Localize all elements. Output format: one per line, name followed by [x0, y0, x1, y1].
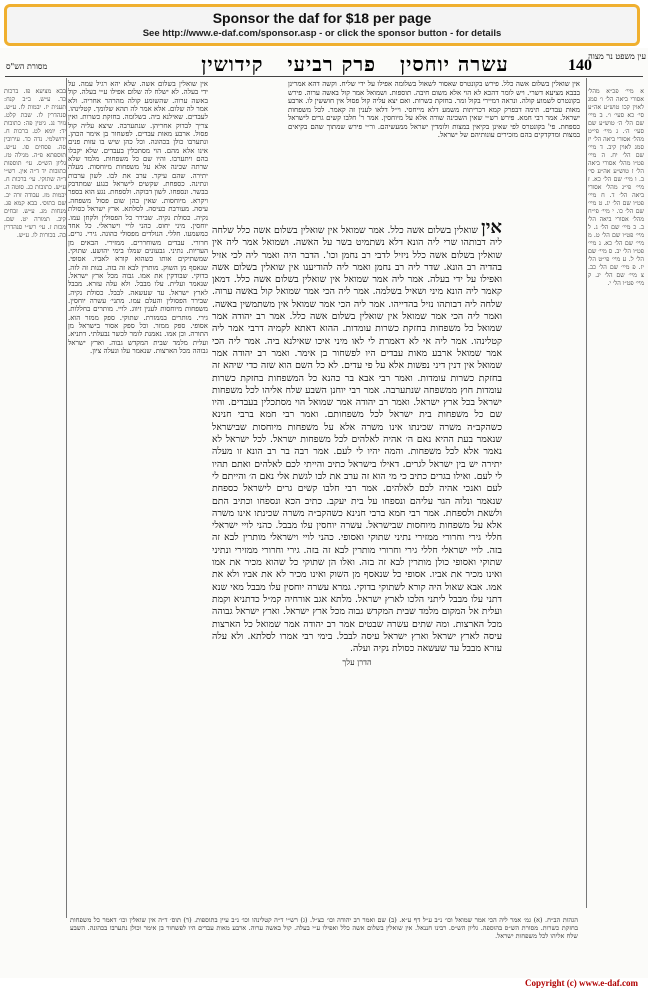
header-tractate: קידושין [201, 52, 264, 76]
chapter-end-label: הדרן עלך [342, 658, 372, 668]
ein-mishpat-text: א מיי׳ פכ״א מהל׳ אסורי ביאה הל׳ ו׳ סמג לאוין קכו טוש״ע אה״ע סי׳ כא סעי׳ ו׳. ב מיי׳ שם הל׳ ה׳ טוש״ע שם סעי׳ ה׳. ג מיי׳ פי״ט מהל׳ אסורי ביאה הל׳ יז סמג לאוין קיב. ד מיי׳ שם הל׳ יח. ה מיי׳ פט״ו מהל׳ אסורי ביאה הל׳ ז טוש״ע אה״ע סי׳ ב. ו מיי׳ שם הל׳ כא. ז מיי׳ פי״ג מהל׳ אסורי ביאה הל׳ ד. ח מיי׳ פט״ו שם הל׳ יג. ט מיי׳ שם הל׳ כו. י מיי׳ פי״ח מהל׳ אסורי ביאה הל׳ ב. כ מיי׳ שם הל׳ ג. ל מיי׳ פט״ו שם הל׳ ט. מ מיי׳ שם הל׳ כא. נ מיי׳ פט״ו הל׳ יב. ס מיי׳ שם הל׳ ל. ע מיי׳ פי״ט הל׳ יז. פ מיי׳ שם הל׳ כב. צ מיי׳ שם הל׳ יג. ק מיי׳ פט״ו הל׳ י. [588, 88, 644, 287]
column-divider-left [66, 78, 67, 918]
page-number: 140 [568, 57, 592, 74]
rashi-column [68, 80, 208, 940]
header-chapter-number: פרק רביעי [287, 52, 377, 76]
rashi-text: אין שואלין בשלום אשה. שלא יהא רגיל עמה. על ידי בעלה. לא ישלח לה שלום אפילו ע״י בעלה. קול באשה ערוה. שהשומע קולה מהרהר אחריה. ולא אמר לה שלום. אלא אמר לה תהא שלומך. קטלינהו. לעבדים. שאילנא ביה. בשלומה. בחזקת כשרות. ואין צריך לבדוק אחריהן. שנתערבה. שיצא עליה קול פסול. ארבע מאות עבדים. לפשחור בן אימר הכהן. ונתערבו כולן בכהונה. וכל כהן שיש בו עזות פנים אינו אלא מהם. הוי מסתכלין בעבדים. שלא יקבלו בהם ויתערבו. והיו שם כל משפחות. מלמד שלא שרתה שכינה אלא על משפחות מיוחסות. מעלה יתירה. שהם עיקר. ערב את לבו. לשון ערבות ונתינה. כספחת. שקשים לישראל כנגע שמתדבק בבשר. ונספחו. לשון דבוקה. ולספחת. נגע הוא בספר ויקרא. מיוחסות. שאין בהן שום פסול משפחה. עיסה. מעורבת כעיסה. לסלתא. ארץ ישראל כסולת נקיה. כסולת נקיה. שבירר כל הפסולין ולקחן עמו. יוחסין. מיני יחוס. כהני לויי וישראלי. כל אחד כמשמעו. חללי. הנולדים מפסולי כהונה. גירי. גרים. חרורי. עבדים משוחררים. ממזירי. הבאים מן העריות. נתיני. גבעונים שמלו בימי יהושע. שתוקי. שמשתיקים אותו כשהוא קורא לאביו. אסופי. שנאסף מן השוק. מותרין לבא זה בזה. בנות זה לזה. בדוקי. שבודקין את אמו. גבוה מכל ארץ ישראל. שנאמר ועלית. עלו מבבל. ולא עלה עזרא. מבבל לארץ ישראל. עד שעשאה. לבבל. כסולת נקיה. שבירר הפסולין והעלם עמו. מתני׳ עשרה יוחסין. משפחות מיוחסות לענין זיווג. לויי. מותרים בחללות. גירי. מותרים בממזרת. שתוקי. ספק ממזר הוא. אסופי. ספק ממזר. וכל ספק אסור בישראל מן התורה. וכן אמו. נאמנת לומר לכשר נבעלתי. דתניא. ועלית מלמד שבית המקדש גבוה. וארץ ישראל גבוהה מכל הארצות. שנאמר עלו ונעלה ציון. [68, 80, 208, 355]
header-tractate-chapter: עשרה יוחסין [400, 52, 509, 76]
sponsor-title: Sponsor the daf for $18 per page [212, 10, 432, 26]
gemara-column [212, 222, 502, 912]
tosafot-text: אין שואלין בשלום אשה כלל. פירש בקונטרס שאסור לשאול בשלומה אפילו על ידי שליח. וקשה דהא אמרינן בבבא מציעא דשרי. ויש לומר דהכא לא הוי אלא משום חיבה. תוספות. ושמואל אמר קול באשה ערוה. פירש בקונטרס לשמוע קולה. ונראה דמיירי בקול זמר. בחזקת כשרות. ואם יצא עליה קול פסול אין חוששין לו. ארבע מאות עבדים. תימה דבפרק קמא דכריתות משמע דלא מייחסי. וי״ל דלאו לענין זה קאמר. לכל משפחות ישראל. אמר רבי חמא. פירש רש״י שאין השכינה שורה אלא על מיוחסין. אמר ר' חלבו קשים גרים לישראל כספחת. פי' בקונטרס לפי שאינן בקיאין במצות ולומדין ישראל ממעשיהם. ור״י פירש שמתוך שהם בקיאים במצות ומדקדקים בהם מזכירים עונותיהם של ישראל. [288, 80, 580, 139]
talmud-page [0, 48, 648, 978]
masoret-hashas-margin [4, 88, 66, 928]
ein-mishpat-margin [588, 88, 644, 908]
page-header [150, 52, 560, 77]
gemara-text: שואלין בשלום אשה כלל. אמר שמואל אין שואלין בשלום אשה כלל שלחה ליה דבותהו שרי ליה הונא דלא נשתמיט בשר על האשה. ושמואל אמר ליה אין שואלין בשלום אשה כלל ניזיל לדבי רב נחמן וכו'. הדבר היה ואמר ליה לכי אזיל בהדיה רב הונא. שדר ליה רב נחמן ואמר ליה להודיענו אין שואלין בשלום אשה ואפילו על ידי בעלה. אמר ליה אמר שמואל אין שואלין בשלום אשה כלל. דמאן קאמר ליה הונא מיני ושאיל בשלמה. אמר ליה הכי אמר שמואל קול באשה ערוה. שלחה ליה דבותהו נזיל בהדייהו. אמר ליה הכי אמר שמואל אין משתמשין באשה. ואמר ליה הכי אמר שמואל אין שואלין בשלום אשה כלל. אמר רב יהודה אמר שמואל כל משפחות בחזקת כשרות עומדות. ההוא דאתא לקמיה דרבי אמר ליה קטלינהו. אמר ליה אי לא דאמרת לי לאו מיני איכו שאילנא ביה. אמר ליה הכי אמר שמואל ארבע מאות עבדים היו לפשחור בן אימר. ואמר רב יהודה אמר שמואל אין דנין דיני נפשות אלא על פי עדים. לא כל השם הוא שזה כדי שיהא זה בחזקת כשרות עומדות. ואמר רבי אבא בר כהנא כל המשפחות בחזקת כשרות עומדות חוץ ממשפחה שנתערבה. אמר רבי יוחנן השבע שלח אליהו לכל משפחות ישראל בכל ארץ ישראל. ואמר רב יהודה אמר שמואל הוי מסתכלין בעבדים. והיו שם כל משפחות בית ישראל לכל משפחותם. ואמר רבי חמא ברבי חנינא כשהקב״ה משרה שכינתו אינו משרה אלא על משפחות מיוחסות שבישראל שנאמר בעת ההיא נאם ה׳ אהיה לאלהים לכל משפחות ישראל. לכל ישראל לא נאמר אלא לכל משפחות. והמה יהיו לי לעם. אמר רבה בר רב הונא זו מעלה יתירה יש בין ישראל לגרים. דאילו בישראל כתיב והייתי לכם לאלהים ואתם תהיו לי לעם. ואילו בגרים כתיב כי מי הוא זה ערב את לבו לגשת אלי נאם ה׳ והייתם לי לעם ואנכי אהיה לכם לאלהים. אמר רבי חלבו קשים גרים לישראל כספחת שנאמר ונלוה הגר עליהם ונספחו על בית יעקב. כתיב הכא ונספחו וכתיב התם ולשאת ולספחת. אמר רבי חמא ברבי חנינא כשהקב״ה משרה שכינתו אינו משרה אלא על משפחות מיוחסות שבישראל. עשרה יוחסין עלו מבבל. כהני לויי ישראלי חללי גירי וחרורי ממזירי נתיני שתוקי ואסופי. כהני לויי וישראלי מותרין לבא זה בזה. לויי ישראלי חללי גירי וחרורי מותרין לבא זה בזה. גירי וחרורי ממזירי ונתיני שתוקי ואסופי כולן מותרין לבא זה בזה. ואלו הן שתוקי כל שהוא מכיר את אמו ואינו מכיר את אביו. אסופי כל שנאסף מן השוק ואינו מכיר לא את אביו ולא את אמו. אבא שאול היה קורא לשתוקי בדוקי. גמרא עשרה יוחסין עלו מבבל מאי שנא דתני עלו מבבל ליתני הלכו לארץ ישראל. מלתא אגב אורחיה קמ״ל כדתניא וקמת ועלית אל המקום מלמד שבית המקדש גבוה מכל ארץ ישראל. וארץ ישראל גבוהה מכל הארצות. ומה שתים עשרה שבטים אמר רב יהודה אמר שמואל כל הארצות עיסה לארץ ישראל וארץ ישראל עיסה לבבל. בימי רבי אמרו לסלתא. ולא עלה עזרא מבבל עד שעשאה כסולת נקיה ועלה. [212, 225, 502, 655]
column-divider-right [586, 78, 587, 908]
chapter-end-ornament [212, 657, 502, 669]
corner-right-label: עין משפט נר מצוה [588, 52, 646, 61]
sponsor-banner[interactable] [4, 4, 640, 46]
bottom-notes [70, 916, 578, 974]
bottom-notes-text: הגהות הב״ח. (א) גמ׳ אמר ליה הכי אמר שמואל וכו׳ נ״ב ע״ל דף ע״א. (ב) שם ואמר רב יהודה וכו׳ כצ״ל. (ג) רש״י ד״ה קטלינהו וכו׳ נ״ב עיין בתוספות. (ד) תוס׳ ד״ה אין שואלין וכו׳ דאמר כל משפחות בחזקת כשרות. מסורת הש״ס בהוספה. גליון הש״ס. רבינו חננאל. אין שואלין בשלום אשה כלל ואפילו ע״י בעלה. קול באשה ערוה. ארבע מאות עבדים היו לפשחור בן אימר וכולן נתערבו בכהונה. השבע שלח אליהו לכל משפחות ישראל. [70, 916, 578, 941]
header-divider [5, 76, 643, 77]
copyright-notice[interactable]: Copyright (c) www.e-daf.com [525, 978, 638, 988]
gemara-opening-word: אין [481, 222, 502, 238]
corner-left-label: מסורת הש"ס [6, 62, 48, 71]
sponsor-subtitle: See http://www.e-daf.com/sponsor.asp - or click the sponsor button - for details [142, 28, 502, 39]
tosafot-top-block [288, 80, 580, 220]
masoret-text: בבא מציעא פז. ברכות כד. ע״ש. ב״ב קנח: תענית יז. יבמות לז. ע״ש. סנהדרין לז. שבת קלט. נזיר נג. גיטין פה: כתובות יד: יומא לט. ברכות ח. ירושלמי. נדה כד. עירובין סה. פסחים סו. ע״ש. תוספתא פ״ה. מגילה טז. גליון הש״ס. עי׳ תוספות כתובות יד ד״ה אין. רש״י ד״ה שתוקי. עי׳ ברכות ח. ע״ש. כתובות כג. סוטה ה. יבמות מז. עבודה זרה יב. שם בתוס׳. בבא קמא פג. מנחות מג. ע״ש. זבחים קיב. תמורה יט. שם. מכות ז. עי׳ רש״י סנהדרין כה. בכורות לו. ע״ש. [4, 88, 66, 239]
